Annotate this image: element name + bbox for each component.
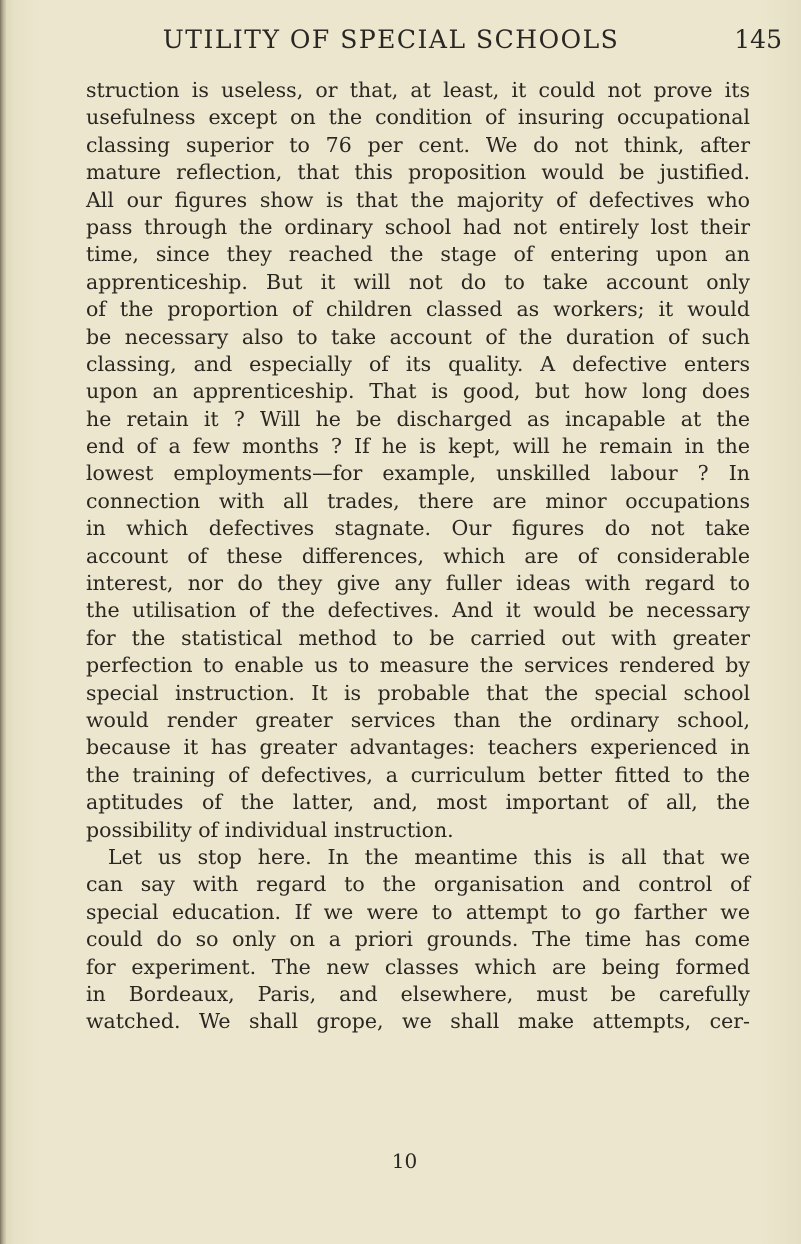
text-line: Let us stop here. In the meantime this is all that we bbox=[108, 844, 750, 869]
text-line: mature reflection, that this proposition would be justified. bbox=[86, 160, 750, 185]
text-line: classing superior to 76 per cent. We do not think, after bbox=[86, 132, 750, 157]
text-line: the training of defectives, a curriculum better fitted to the bbox=[86, 762, 750, 787]
text-line: watched. We shall grope, we shall make attempts, cer- bbox=[86, 1009, 750, 1034]
text-line: lowest employments—for example, unskilled labour ? In bbox=[86, 461, 750, 486]
text-line: pass through the ordinary school had not entirely lost their bbox=[86, 214, 750, 239]
text-line: struction is useless, or that, at least, it could not prove its bbox=[86, 78, 750, 102]
text-line: be necessary also to take account of the duration of such bbox=[86, 324, 750, 349]
text-line: time, since they reached the stage of entering upon an bbox=[86, 242, 750, 267]
text-line: for experiment. The new classes which are being formed bbox=[86, 954, 750, 979]
signature-mark-text: 10 bbox=[391, 1149, 418, 1173]
text-line: All our figures show is that the majority of defectives who bbox=[86, 187, 750, 212]
page-header bbox=[60, 20, 782, 60]
text-line: account of these differences, which are of considerable bbox=[86, 543, 750, 568]
running-head: UTILITY OF SPECIAL SCHOOLS bbox=[162, 25, 620, 54]
text-line: special education. If we were to attempt to go farther we bbox=[86, 899, 750, 924]
text-line: possibility of individual instruction. bbox=[86, 817, 454, 842]
signature-mark bbox=[0, 1148, 801, 1175]
text-line: for the statistical method to be carried out with greater bbox=[86, 625, 750, 650]
page-number: 145 bbox=[734, 25, 782, 54]
text-line: aptitudes of the latter, and, most important of all, the bbox=[86, 790, 750, 815]
text-line: would render greater services than the ordinary school, bbox=[86, 707, 750, 732]
text-line: could do so only on a priori grounds. The time has come bbox=[86, 927, 750, 952]
text-line: special instruction. It is probable that the special school bbox=[86, 680, 750, 705]
text-line: classing, and especially of its quality. A defective enters bbox=[86, 351, 750, 376]
page-gutter-edge bbox=[0, 0, 6, 1244]
text-line: apprenticeship. But it will not do to take account only bbox=[86, 269, 750, 294]
text-line: end of a few months ? If he is kept, will he remain in the bbox=[86, 434, 750, 459]
text-line: of the proportion of children classed as workers; it would bbox=[86, 297, 750, 322]
text-line: because it has greater advantages: teachers experienced in bbox=[86, 735, 750, 760]
text-line: he retain it ? Will he be discharged as incapable at the bbox=[86, 406, 750, 431]
text-line: can say with regard to the organisation and control of bbox=[86, 872, 750, 897]
text-line: in which defectives stagnate. Our figures do not take bbox=[86, 516, 750, 541]
text-line: interest, nor do they give any fuller ideas with regard to bbox=[86, 571, 750, 596]
text-line: usefulness except on the condition of insuring occupational bbox=[86, 105, 750, 130]
body-text bbox=[86, 77, 750, 1036]
text-line: upon an apprenticeship. That is good, but how long does bbox=[86, 379, 750, 404]
text-line: in Bordeaux, Paris, and elsewhere, must be carefully bbox=[86, 981, 750, 1006]
text-line: connection with all trades, there are minor occupations bbox=[86, 488, 750, 513]
text-line: the utilisation of the defectives. And it would be necessary bbox=[86, 598, 750, 623]
text-line: perfection to enable us to measure the services rendered by bbox=[86, 653, 750, 678]
